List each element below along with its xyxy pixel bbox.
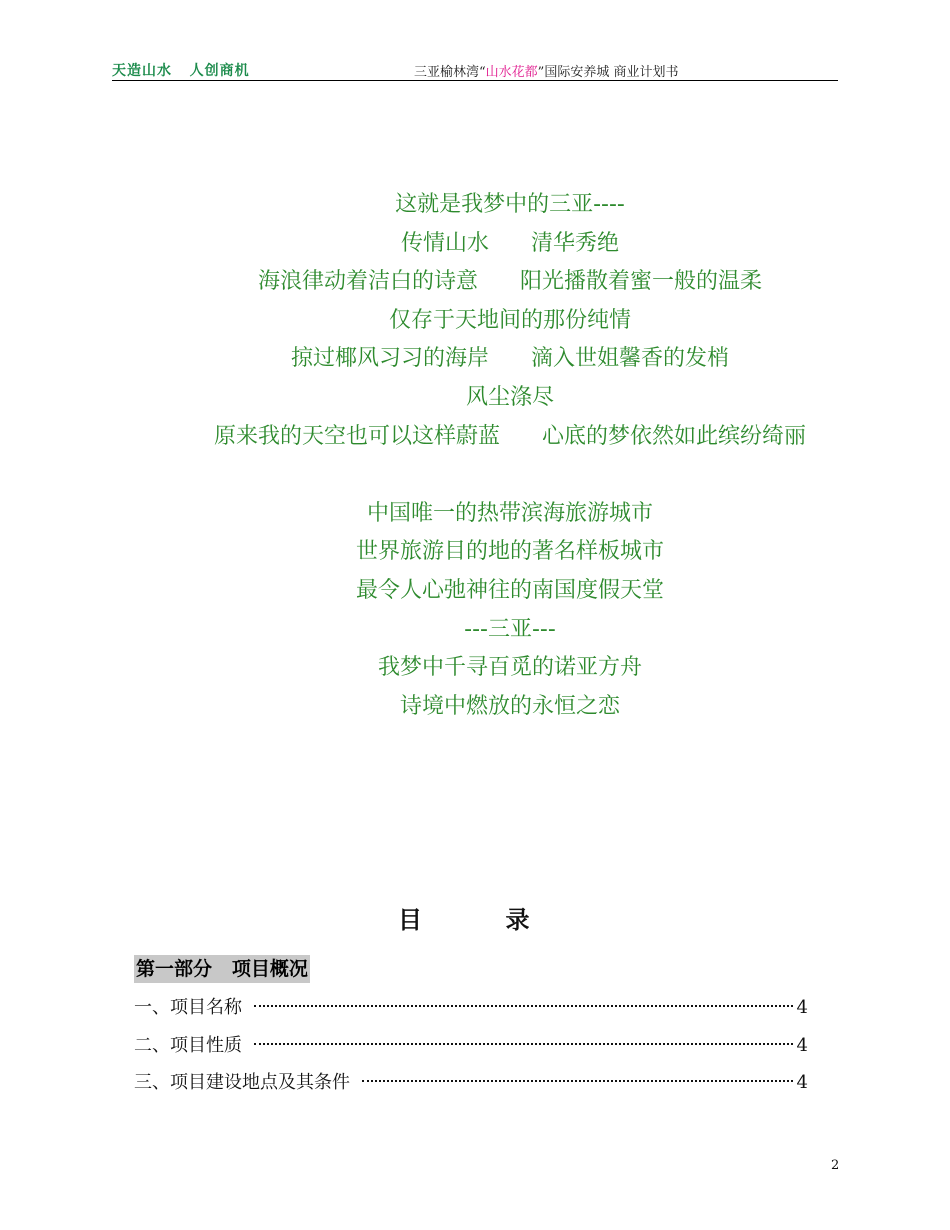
- poem-line: 世界旅游目的地的著名样板城市: [355, 539, 664, 565]
- toc-dot-leader: [254, 1043, 793, 1045]
- toc-entry[interactable]: [134, 1068, 808, 1094]
- toc-entry-label: 二、项目性质: [134, 1035, 242, 1056]
- poem-line: [0, 460, 950, 499]
- poem-line: 中国唯一的热带滨海旅游城市: [366, 500, 653, 526]
- toc-entry[interactable]: [134, 1031, 808, 1057]
- header-title-pre: 三亚榆林湾“: [414, 65, 486, 80]
- poem-line: 诗境中燃放的永恒之恋: [399, 693, 620, 719]
- toc-entry-page: 4: [796, 1035, 808, 1056]
- poem-line: 传情山水 清华秀绝: [401, 230, 619, 256]
- toc-entry-label: 三、项目建设地点及其条件: [134, 1072, 350, 1093]
- toc-entry-page: 4: [796, 997, 808, 1018]
- page-number: 2: [831, 1158, 840, 1173]
- poem-line: 仅存于天地间的那份纯情: [388, 307, 631, 333]
- poem-line: 最令人心弛神往的南国度假天堂: [355, 577, 664, 603]
- toc-entry[interactable]: [134, 993, 808, 1019]
- toc-title: 目 录: [398, 906, 530, 934]
- poem-line: 这就是我梦中的三亚----: [395, 192, 625, 217]
- toc-dot-leader: [362, 1080, 793, 1082]
- poem-line: 风尘涤尽: [465, 384, 554, 410]
- poem-line: ---三亚---: [464, 616, 556, 642]
- toc-dot-leader: [254, 1005, 793, 1007]
- toc-section-heading: 第一部分 项目概况: [134, 955, 310, 983]
- toc-entry-label: 一、项目名称: [134, 997, 242, 1018]
- header-title-highlight: 山水花都: [485, 65, 538, 80]
- poem-line: 掠过椰风习习的海岸 滴入世姐馨香的发梢: [291, 346, 729, 372]
- toc-entry-page: 4: [796, 1072, 808, 1093]
- header-title-post: ”国际安养城 商业计划书: [537, 65, 679, 80]
- poem-line: 海浪律动着洁白的诗意 阳光播散着蜜一般的温柔: [258, 269, 762, 295]
- poem-block: [0, 190, 950, 730]
- poem-line: 原来我的天空也可以这样蔚蓝 心底的梦依然如此缤纷绮丽: [214, 423, 806, 449]
- page-header: [112, 58, 838, 81]
- header-document-title: [414, 61, 678, 80]
- poem-line: 我梦中千寻百觅的诺亚方舟: [377, 655, 642, 681]
- header-slogan: 天造山水 人创商机: [112, 63, 250, 79]
